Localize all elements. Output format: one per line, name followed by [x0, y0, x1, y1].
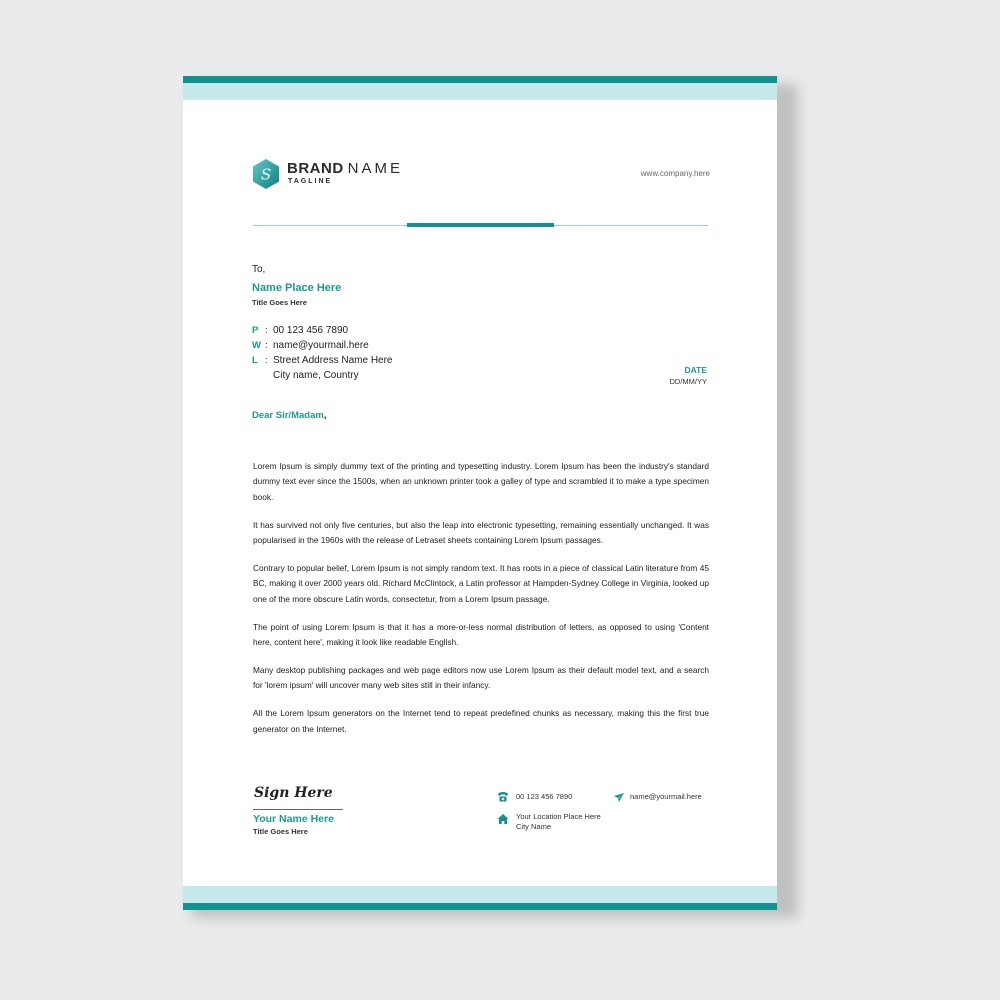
bottom-accent-bar	[183, 903, 777, 910]
contact-colon: :	[265, 340, 268, 351]
top-accent-bar	[183, 76, 777, 83]
footer-location-line1: Your Location Place Here	[516, 812, 601, 821]
contact-value: 00 123 456 7890	[273, 325, 349, 336]
phone-icon	[497, 791, 509, 803]
contact-colon: :	[265, 325, 268, 336]
footer-email[interactable]: name@yourmail.here	[630, 792, 702, 801]
logo-letter: S	[260, 165, 272, 184]
body-paragraph: Lorem Ipsum is simply dummy text of the printing and typesetting industry. Lorem Ipsum has been the industry's standard dummy text ever since the 1500s, when an unknown printer took a galley of type and scrambled it to make a type specimen book.	[253, 461, 709, 502]
greeting	[252, 410, 326, 421]
body-paragraph: Contrary to popular belief, Lorem Ipsum is not simply random text. It has roots in a piece of classical Latin literature from 45 BC, making it over 2000 years old. Richard McClintock, a Latin professor at Hampden-Sydney College in Virginia, looked up one of the more obscure Latin words, consectetur, from a Lorem Ipsum passage.	[253, 563, 709, 604]
body-paragraph: The point of using Lorem Ipsum is that it has a more-or-less normal distribution of letters, as opposed to using 'Content here, content here', making it look like readable English.	[253, 621, 709, 648]
brand-name	[287, 160, 403, 177]
date-label: DATE	[684, 365, 707, 375]
website-link[interactable]: www.company.here	[640, 169, 710, 178]
signature-text: Sign Here	[254, 785, 333, 801]
bottom-light-band	[183, 886, 777, 903]
brand-tagline: TAGLINE	[288, 178, 333, 185]
contact-colon: :	[265, 355, 268, 366]
contact-key: W	[252, 340, 261, 351]
greeting-text: Dear Sir/Madam	[252, 410, 324, 421]
letterhead-page	[183, 76, 777, 910]
contact-key: P	[252, 325, 259, 336]
body-paragraph: Many desktop publishing packages and web page editors now use Lorem Ipsum as their default model text, and a search for 'lorem ipsum' will uncover many web sites still in their infancy.	[253, 665, 709, 691]
footer-location-line2: City Name	[516, 821, 552, 831]
header-divider-accent	[407, 223, 554, 227]
body-paragraph: It has survived not only five centuries, but also the leap into electronic typesetting, remaining essentially unchanged. It was popularised in the 1960s with the release of Letraset sheets containing Lorem Ipsum passages.	[253, 519, 709, 546]
contact-value: City name, Country	[273, 370, 359, 381]
brand-primary: BRAND	[287, 160, 344, 177]
recipient-name: Name Place Here	[252, 282, 342, 294]
to-label: To,	[252, 264, 266, 275]
date-value: DD/MM/YY	[669, 377, 707, 386]
paper-plane-icon	[613, 791, 625, 803]
contact-key: L	[252, 355, 258, 366]
top-light-band	[183, 83, 777, 100]
sender-title: Title Goes Here	[253, 827, 308, 836]
recipient-title: Title Goes Here	[252, 298, 307, 307]
footer-phone: 00 123 456 7890	[516, 792, 573, 801]
hexagon-logo-icon	[250, 158, 282, 190]
contact-value: Street Address Name Here	[273, 355, 393, 366]
contact-value: name@yourmail.here	[273, 340, 369, 351]
signature-line	[253, 809, 343, 810]
letter-body	[253, 459, 709, 750]
brand-secondary: NAME	[347, 160, 404, 177]
greeting-punct: ,	[323, 410, 327, 421]
signature	[252, 782, 344, 802]
footer-location	[516, 812, 601, 831]
sender-name: Your Name Here	[253, 813, 334, 825]
home-icon	[497, 813, 509, 825]
body-paragraph: All the Lorem Ipsum generators on the Internet tend to repeat predefined chunks as necessary, making this the first true generator on the Internet.	[253, 708, 709, 734]
